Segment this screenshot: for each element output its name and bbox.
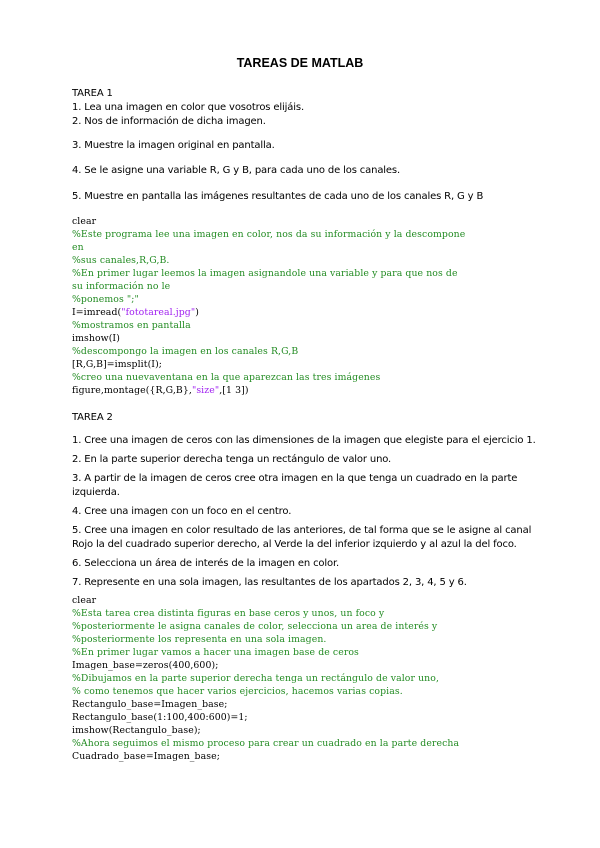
- tarea2-code-comment: %Esta tarea crea distinta figuras en base ceros y unos, un foco y: [72, 608, 385, 619]
- tarea1-code-clear: clear: [72, 216, 97, 227]
- tarea1-code-comment: %ponemos ";": [72, 294, 139, 305]
- tarea1-code-comment: %Este programa lee una imagen en color, nos da su información y la descompone: [72, 229, 466, 240]
- tarea1-heading: TAREA 1: [72, 88, 113, 99]
- tarea2-code-comment: %Ahora seguimos el mismo proceso para crear un cuadrado en la parte derecha: [72, 738, 460, 749]
- tarea1-code-line: [72, 384, 542, 398]
- tarea2-code-comment: %En primer lugar vamos a hacer una imagen base de ceros: [72, 647, 359, 658]
- code-text: ): [195, 307, 199, 318]
- tarea1-item-1: 1. Lea una imagen en color que vosotros elijáis.: [72, 102, 304, 113]
- tarea2-item-7: 7. Represente en una sola imagen, las resultantes de los apartados 2, 3, 4, 5 y 6.: [72, 577, 467, 588]
- tarea2-item-5: 5. Cree una imagen en color resultado de las anteriores, de tal forma que se le asigne al canal: [72, 525, 532, 536]
- tarea2-item-6: 6. Selecciona un área de interés de la imagen en color.: [72, 558, 340, 569]
- tarea2-item-4: 4. Cree una imagen con un foco en el centro.: [72, 506, 292, 517]
- tarea2-item-1: 1. Cree una imagen de ceros con las dimensiones de la imagen que elegiste para el ejercicio 1.: [72, 435, 536, 446]
- tarea2-heading: TAREA 2: [72, 412, 113, 423]
- tarea2-code-line: Cuadrado_base=Imagen_base;: [72, 751, 220, 762]
- tarea2-item-5-cont: Rojo la del cuadrado superior derecho, al Verde la del inferior izquierdo y al azul la del foco.: [72, 539, 517, 550]
- tarea2-code-line: imshow(Rectangulo_base);: [72, 725, 201, 736]
- tarea2-item-2: 2. En la parte superior derecha tenga un rectángulo de valor uno.: [72, 454, 392, 465]
- tarea2-item-3: 3. A partir de la imagen de ceros cree otra imagen en la que tenga un cuadrado en la parte: [72, 473, 518, 484]
- tarea1-item-3: 3. Muestre la imagen original en pantalla.: [72, 140, 275, 151]
- tarea1-code-comment: %En primer lugar leemos la imagen asignandole una variable y para que nos de: [72, 268, 458, 279]
- tarea2-code-comment: %posteriormente los representa en una sola imagen.: [72, 634, 327, 645]
- tarea2-item-3-cont: izquierda.: [72, 487, 120, 498]
- tarea2-code-line: Rectangulo_base(1:100,400:600)=1;: [72, 712, 248, 723]
- tarea1-code-line: [R,G,B]=imsplit(I);: [72, 359, 163, 370]
- code-string: "size": [191, 385, 220, 396]
- tarea2-code-line: Imagen_base=zeros(400,600);: [72, 660, 219, 671]
- code-text: I=imread(: [72, 307, 122, 318]
- tarea1-code-comment: su información no le: [72, 281, 171, 292]
- code-string: "fototareal.jpg": [121, 307, 196, 318]
- tarea1-item-4: 4. Se le asigne una variable R, G y B, para cada uno de los canales.: [72, 165, 401, 176]
- tarea1-code-comment: %sus canales,R,G,B.: [72, 255, 170, 266]
- code-text: figure,montage({R,G,B},: [72, 385, 192, 396]
- tarea1-code-comment: %descompongo la imagen en los canales R,G,B: [72, 346, 299, 357]
- tarea2-code-comment: %posteriormente le asigna canales de color, selecciona un area de interés y: [72, 621, 438, 632]
- tarea2-code-comment: % como tenemos que hacer varios ejercicios, hacemos varias copias.: [72, 686, 403, 697]
- tarea1-code-comment: %mostramos en pantalla: [72, 320, 191, 331]
- tarea1-code-comment: %creo una nuevaventana en la que aparezcan las tres imágenes: [72, 372, 381, 383]
- tarea1-code-comment: en: [72, 242, 84, 253]
- tarea1-item-5: 5. Muestre en pantalla las imágenes resultantes de cada uno de los canales R, G y B: [72, 191, 484, 202]
- tarea1-item-2: 2. Nos de información de dicha imagen.: [72, 116, 266, 127]
- document-title: TAREAS DE MATLAB: [236, 56, 364, 70]
- tarea1-code-line: [72, 306, 542, 320]
- tarea2-code-line: Rectangulo_base=Imagen_base;: [72, 699, 228, 710]
- tarea1-code-line: imshow(I): [72, 333, 120, 344]
- tarea2-code-comment: %Dibujamos en la parte superior derecha tenga un rectángulo de valor uno,: [72, 673, 440, 684]
- tarea2-code-clear: clear: [72, 595, 97, 606]
- code-text: ,[1 3]): [219, 385, 249, 396]
